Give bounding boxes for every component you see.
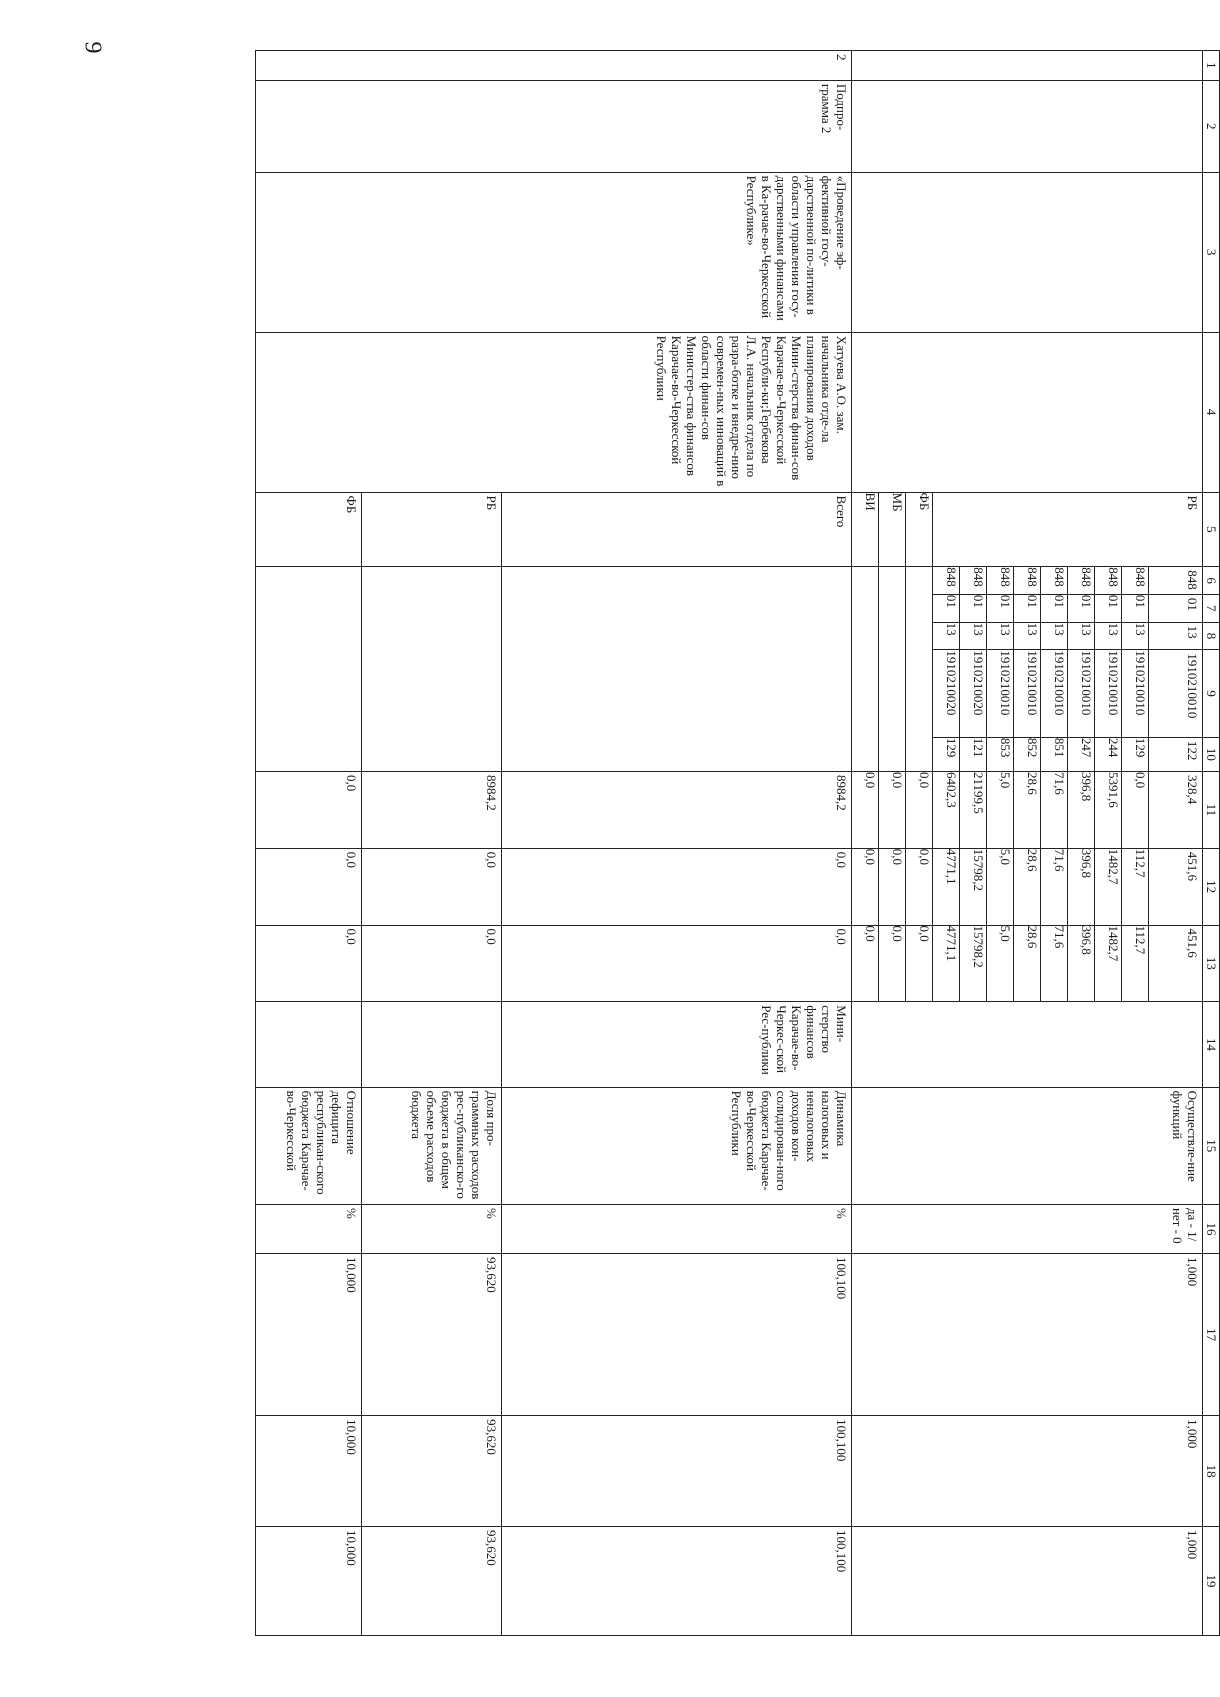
grbs-cell: 848 — [1068, 567, 1095, 595]
amount-cell: 15798,2 — [960, 925, 987, 1002]
csr-cell: 1910210010 — [1041, 650, 1068, 737]
grbs-cell: 848 — [1122, 567, 1149, 595]
indicator-name: Динамика налоговых и неналоговых доходов кон-солидирован-ного бюджета Карачае-во-Черкесской Республики — [502, 1087, 852, 1204]
header-cell: 13 — [1203, 925, 1220, 1002]
empty-cell — [852, 567, 879, 772]
page-number: 9 — [79, 41, 106, 54]
indicator-value: 1,000 — [852, 1527, 1203, 1636]
header-cell: 10 — [1203, 737, 1220, 771]
amount-cell: 396,8 — [1068, 771, 1095, 848]
empty-cell — [502, 567, 852, 772]
indicator-value: 10,000 — [256, 1416, 362, 1527]
vr-cell: 853 — [987, 737, 1014, 771]
indicator-value: 10,000 — [256, 1254, 362, 1416]
rz-cell: 01 — [933, 594, 960, 622]
executor-cell — [362, 1002, 502, 1087]
amount-cell: 0,0 — [879, 771, 906, 848]
header-cell: 1 — [1203, 51, 1220, 81]
header-cell: 15 — [1203, 1087, 1220, 1204]
grbs-cell: 848 — [1041, 567, 1068, 595]
grbs-cell: 848 — [960, 567, 987, 595]
amount-cell: 1482,7 — [1095, 925, 1122, 1002]
indicator-unit: % — [362, 1204, 502, 1253]
amount-cell: 71,6 — [1041, 848, 1068, 925]
amount-cell: 0,0 — [362, 848, 502, 925]
header-cell: 7 — [1203, 594, 1220, 622]
funding-source: ФБ — [256, 492, 362, 567]
amount-cell: 451,6 — [1149, 925, 1203, 1002]
amount-cell: 0,0 — [906, 925, 933, 1002]
header-cell: 19 — [1203, 1527, 1220, 1636]
indicator-value: 100,100 — [502, 1527, 852, 1636]
empty-cell — [852, 332, 1203, 492]
grbs-cell: 848 — [987, 567, 1014, 595]
header-cell: 12 — [1203, 848, 1220, 925]
amount-cell: 0,0 — [852, 771, 879, 848]
pr-cell: 13 — [933, 622, 960, 650]
rz-cell: 01 — [1041, 594, 1068, 622]
pr-cell: 13 — [1095, 622, 1122, 650]
pr-cell: 13 — [1014, 622, 1041, 650]
indicator-name: Осуществле-ние функций — [852, 1087, 1203, 1204]
header-cell: 9 — [1203, 650, 1220, 737]
amount-cell: 396,8 — [1068, 848, 1095, 925]
amount-cell: 0,0 — [362, 925, 502, 1002]
empty-cell — [879, 567, 906, 772]
grbs-cell: 848 — [933, 567, 960, 595]
funding-source: ВИ — [852, 492, 879, 567]
subprogram-name: «Проведение эф-фективной госу-дарственной по-литики в области управления госу-дарственными финансами в Ка-рачае-во-Черкесской Республике» — [256, 172, 852, 332]
grbs-cell: 848 — [1149, 567, 1203, 595]
amount-cell: 4771,1 — [933, 925, 960, 1002]
csr-cell: 1910210010 — [1122, 650, 1149, 737]
header-cell: 17 — [1203, 1254, 1220, 1416]
csr-cell: 1910210020 — [933, 650, 960, 737]
pr-cell: 13 — [1068, 622, 1095, 650]
amount-cell: 0,0 — [906, 771, 933, 848]
vr-cell: 121 — [960, 737, 987, 771]
empty-cell — [906, 567, 933, 772]
amount-cell: 8984,2 — [362, 771, 502, 848]
executor-cell — [852, 1002, 1203, 1087]
amount-cell: 28,6 — [1014, 925, 1041, 1002]
vr-cell: 244 — [1095, 737, 1122, 771]
row-number: 2 — [256, 51, 852, 81]
vr-cell: 129 — [1122, 737, 1149, 771]
indicator-name: Отношение дефицита республикан-ского бюджета Карачае-во-Черкесской — [256, 1087, 362, 1204]
csr-cell: 1910210010 — [1095, 650, 1122, 737]
amount-cell: 0,0 — [852, 925, 879, 1002]
indicator-value: 1,000 — [852, 1416, 1203, 1527]
indicator-value: 93,620 — [362, 1527, 502, 1636]
amount-cell: 0,0 — [256, 925, 362, 1002]
amount-cell: 451,6 — [1149, 848, 1203, 925]
indicator-value: 100,100 — [502, 1254, 852, 1416]
empty-cell — [256, 567, 362, 772]
amount-cell: 396,8 — [1068, 925, 1095, 1002]
amount-cell: 0,0 — [502, 848, 852, 925]
rz-cell: 01 — [1014, 594, 1041, 622]
grbs-cell: 848 — [1014, 567, 1041, 595]
amount-cell: 8984,2 — [502, 771, 852, 848]
executor-cell: Мини-стерство финансов Карачае-во-Черкес-ской Рес-публики — [502, 1002, 852, 1087]
indicator-value: 93,620 — [362, 1416, 502, 1527]
amount-cell: 5,0 — [987, 848, 1014, 925]
funding-source: ФБ — [906, 492, 933, 567]
pr-cell: 13 — [1122, 622, 1149, 650]
pr-cell: 13 — [960, 622, 987, 650]
amount-cell: 0,0 — [502, 925, 852, 1002]
header-cell: 8 — [1203, 622, 1220, 650]
vr-cell: 122 — [1149, 737, 1203, 771]
indicator-unit: % — [256, 1204, 362, 1253]
header-row — [1203, 51, 1220, 1636]
amount-cell: 4771,1 — [933, 848, 960, 925]
indicator-value: 93,620 — [362, 1254, 502, 1416]
header-cell: 18 — [1203, 1416, 1220, 1527]
rz-cell: 01 — [987, 594, 1014, 622]
csr-cell: 1910210010 — [1149, 650, 1203, 737]
header-cell: 2 — [1203, 80, 1220, 172]
grbs-cell: 848 — [1095, 567, 1122, 595]
header-cell: 14 — [1203, 1002, 1220, 1087]
subprogram-type: Подпро-грамма 2 — [256, 80, 852, 172]
rz-cell: 01 — [1122, 594, 1149, 622]
rz-cell: 01 — [960, 594, 987, 622]
rotated-table-wrapper — [100, 50, 1220, 1636]
csr-cell: 1910210010 — [987, 650, 1014, 737]
header-cell: 4 — [1203, 332, 1220, 492]
pr-cell: 13 — [1041, 622, 1068, 650]
amount-cell: 0,0 — [1122, 771, 1149, 848]
indicator-unit: да - 1/нет - 0 — [852, 1204, 1203, 1253]
csr-cell: 1910210010 — [1068, 650, 1095, 737]
amount-cell: 5,0 — [987, 925, 1014, 1002]
amount-cell: 0,0 — [879, 925, 906, 1002]
pr-cell: 13 — [987, 622, 1014, 650]
vr-cell: 129 — [933, 737, 960, 771]
amount-cell: 0,0 — [256, 771, 362, 848]
funding-source: Всего — [502, 492, 852, 567]
amount-cell: 6402,3 — [933, 771, 960, 848]
vr-cell: 852 — [1014, 737, 1041, 771]
responsible-persons: Хатуева А.О. зам. начальника отде-ла планирования доходов Мини-стерства финан-сов Карачае-во-Черкесской Республи-ки;Гербекова Л.А. начальник отдела по разра-ботке и внедре-нию современ-ных инноваций в области финан-сов Министер-ства финансов Карачае-во-Черкесской Республики — [256, 332, 852, 492]
vr-cell: 247 — [1068, 737, 1095, 771]
amount-cell: 1482,7 — [1095, 848, 1122, 925]
csr-cell: 1910210020 — [960, 650, 987, 737]
header-cell: 11 — [1203, 771, 1220, 848]
header-cell: 6 — [1203, 567, 1220, 595]
rz-cell: 01 — [1068, 594, 1095, 622]
amount-cell: 5,0 — [987, 771, 1014, 848]
amount-cell: 15798,2 — [960, 848, 987, 925]
header-cell: 16 — [1203, 1204, 1220, 1253]
empty-cell — [362, 567, 502, 772]
indicator-name: Доля про-граммных расходов рес-публиканско-го бюджета в общем объеме расходов бюджета — [362, 1087, 502, 1204]
funding-source: РБ — [933, 492, 1203, 567]
amount-cell: 0,0 — [906, 848, 933, 925]
funding-source: МБ — [879, 492, 906, 567]
amount-cell: 0,0 — [256, 848, 362, 925]
amount-cell: 21199,5 — [960, 771, 987, 848]
indicator-value: 10,000 — [256, 1527, 362, 1636]
indicator-unit: % — [502, 1204, 852, 1253]
csr-cell: 1910210010 — [1014, 650, 1041, 737]
amount-cell: 0,0 — [852, 848, 879, 925]
empty-cell — [852, 51, 1203, 81]
amount-cell: 328,4 — [1149, 771, 1203, 848]
rz-cell: 01 — [1149, 594, 1203, 622]
rz-cell: 01 — [1095, 594, 1122, 622]
amount-cell: 112,7 — [1122, 925, 1149, 1002]
header-cell: 5 — [1203, 492, 1220, 567]
table-row — [502, 51, 852, 1636]
budget-table — [255, 50, 1220, 1636]
indicator-value: 1,000 — [852, 1254, 1203, 1416]
table-row — [1149, 51, 1203, 1636]
amount-cell: 5391,6 — [1095, 771, 1122, 848]
executor-cell — [256, 1002, 362, 1087]
header-cell: 3 — [1203, 172, 1220, 332]
pr-cell: 13 — [1149, 622, 1203, 650]
amount-cell: 0,0 — [879, 848, 906, 925]
amount-cell: 112,7 — [1122, 848, 1149, 925]
vr-cell: 851 — [1041, 737, 1068, 771]
amount-cell: 71,6 — [1041, 925, 1068, 1002]
amount-cell: 71,6 — [1041, 771, 1068, 848]
indicator-value: 100,100 — [502, 1416, 852, 1527]
empty-cell — [852, 80, 1203, 172]
amount-cell: 28,6 — [1014, 771, 1041, 848]
funding-source: РБ — [362, 492, 502, 567]
amount-cell: 28,6 — [1014, 848, 1041, 925]
empty-cell — [852, 172, 1203, 332]
